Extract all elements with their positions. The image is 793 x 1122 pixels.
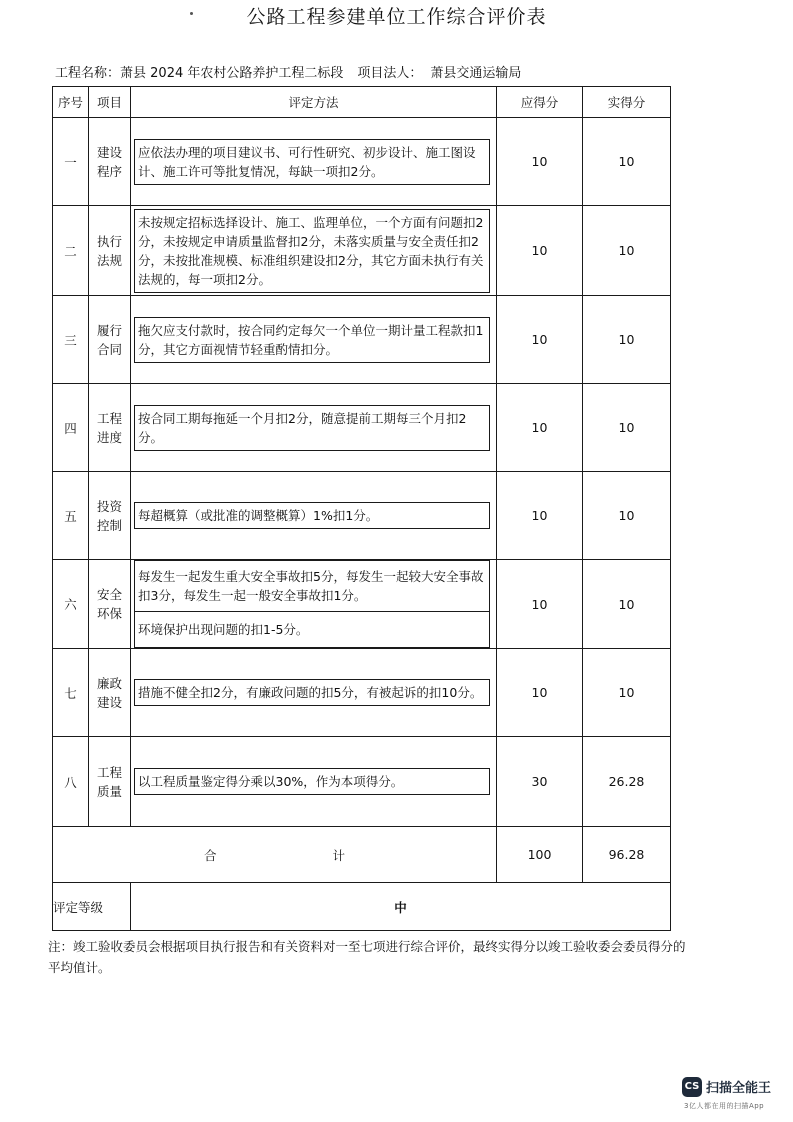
row-method <box>131 560 497 649</box>
row-max-score: 10 <box>497 472 583 560</box>
row-actual-score: 10 <box>583 472 671 560</box>
evaluation-table <box>52 86 671 931</box>
row-max-score: 10 <box>497 384 583 472</box>
total-row <box>53 827 671 883</box>
row-project: 工程 质量 <box>89 737 131 827</box>
row-actual-score: 10 <box>583 206 671 296</box>
header-method: 评定方法 <box>131 87 497 118</box>
row-actual-score: 10 <box>583 118 671 206</box>
row-idx: 三 <box>53 296 89 384</box>
row-max-score: 10 <box>497 560 583 649</box>
total-actual-score: 96.28 <box>583 827 671 883</box>
page-title: 公路工程参建单位工作综合评价表 <box>246 6 547 28</box>
row-idx: 四 <box>53 384 89 472</box>
header-actual-score: 实得分 <box>583 87 671 118</box>
watermark-name: 扫描全能王 <box>706 1081 772 1096</box>
row-project: 安全 环保 <box>89 560 131 649</box>
project-name-value: 萧县 2024 年农村公路养护工程二标段 <box>120 66 344 81</box>
table-row <box>53 560 671 649</box>
row-method: 拖欠应支付款时，按合同约定每欠一个单位一期计量工程款扣1分，其它方面视情节轻重酌情扣分。 <box>131 296 497 384</box>
row-project: 廉政 建设 <box>89 649 131 737</box>
row-method: 以工程质量鉴定得分乘以30%，作为本项得分。 <box>131 737 497 827</box>
table-row <box>53 118 671 206</box>
row-max-score: 10 <box>497 206 583 296</box>
row-method: 措施不健全扣2分，有廉政问题的扣5分，有被起诉的扣10分。 <box>131 649 497 737</box>
row-max-score: 10 <box>497 649 583 737</box>
row-idx: 一 <box>53 118 89 206</box>
project-meta <box>55 62 521 81</box>
table-row <box>53 206 671 296</box>
project-owner-value: 萧县交通运输局 <box>430 66 522 81</box>
project-owner-label: 项目法人： <box>357 66 423 81</box>
total-label: 合 计 <box>53 827 497 883</box>
row-method: 按合同工期每拖延一个月扣2分，随意提前工期每三个月扣2分。 <box>131 384 497 472</box>
row-idx: 二 <box>53 206 89 296</box>
row-project: 建设 程序 <box>89 118 131 206</box>
table-row <box>53 384 671 472</box>
row-project: 执行 法规 <box>89 206 131 296</box>
row-actual-score: 10 <box>583 649 671 737</box>
row-actual-score: 26.28 <box>583 737 671 827</box>
row-project: 工程 进度 <box>89 384 131 472</box>
row-method: 每超概算（或批准的调整概算）1%扣1分。 <box>131 472 497 560</box>
grade-row <box>53 883 671 931</box>
row-method: 未按规定招标选择设计、施工、监理单位，一个方面有问题扣2分，未按规定申请质量监督扣2分，未落实质量与安全责任扣2分，未按批准规模、标准组织建设扣2分，其它方面未执行有关法规的，每一项扣2分。 <box>131 206 497 296</box>
table-header-row <box>53 87 671 118</box>
row-idx: 六 <box>53 560 89 649</box>
row-max-score: 30 <box>497 737 583 827</box>
header-max-score: 应得分 <box>497 87 583 118</box>
camscanner-icon: CS <box>682 1077 702 1097</box>
row-max-score: 10 <box>497 118 583 206</box>
project-name-label: 工程名称： <box>55 66 121 81</box>
total-max-score: 100 <box>497 827 583 883</box>
header-project: 项目 <box>89 87 131 118</box>
row-project: 履行 合同 <box>89 296 131 384</box>
row-max-score: 10 <box>497 296 583 384</box>
row-idx: 七 <box>53 649 89 737</box>
grade-value: 中 <box>131 883 671 931</box>
footnote: 注：竣工验收委员会根据项目执行报告和有关资料对一至七项进行综合评价，最终实得分以竣工验收委会委员得分的平均值计。 <box>48 939 686 975</box>
table-row <box>53 649 671 737</box>
header-idx: 序号 <box>53 87 89 118</box>
grade-label: 评定等级 <box>53 883 131 931</box>
row-actual-score: 10 <box>583 384 671 472</box>
table-row <box>53 472 671 560</box>
method-environment: 环境保护出现问题的扣1-5分。 <box>138 622 309 637</box>
row-actual-score: 10 <box>583 560 671 649</box>
scanner-watermark <box>682 1075 782 1115</box>
table-row <box>53 296 671 384</box>
row-actual-score: 10 <box>583 296 671 384</box>
row-project: 投资 控制 <box>89 472 131 560</box>
row-idx: 五 <box>53 472 89 560</box>
method-safety: 每发生一起发生重大安全事故扣5分，每发生一起较大安全事故扣3分，每发生一起一般安全事故扣1分。 <box>135 561 489 612</box>
row-method: 应依法办理的项目建议书、可行性研究、初步设计、施工图设计、施工许可等批复情况，每缺一项扣2分。 <box>131 118 497 206</box>
watermark-sub: 3亿人都在用的扫描App <box>684 1102 765 1110</box>
table-row <box>53 737 671 827</box>
row-idx: 八 <box>53 737 89 827</box>
